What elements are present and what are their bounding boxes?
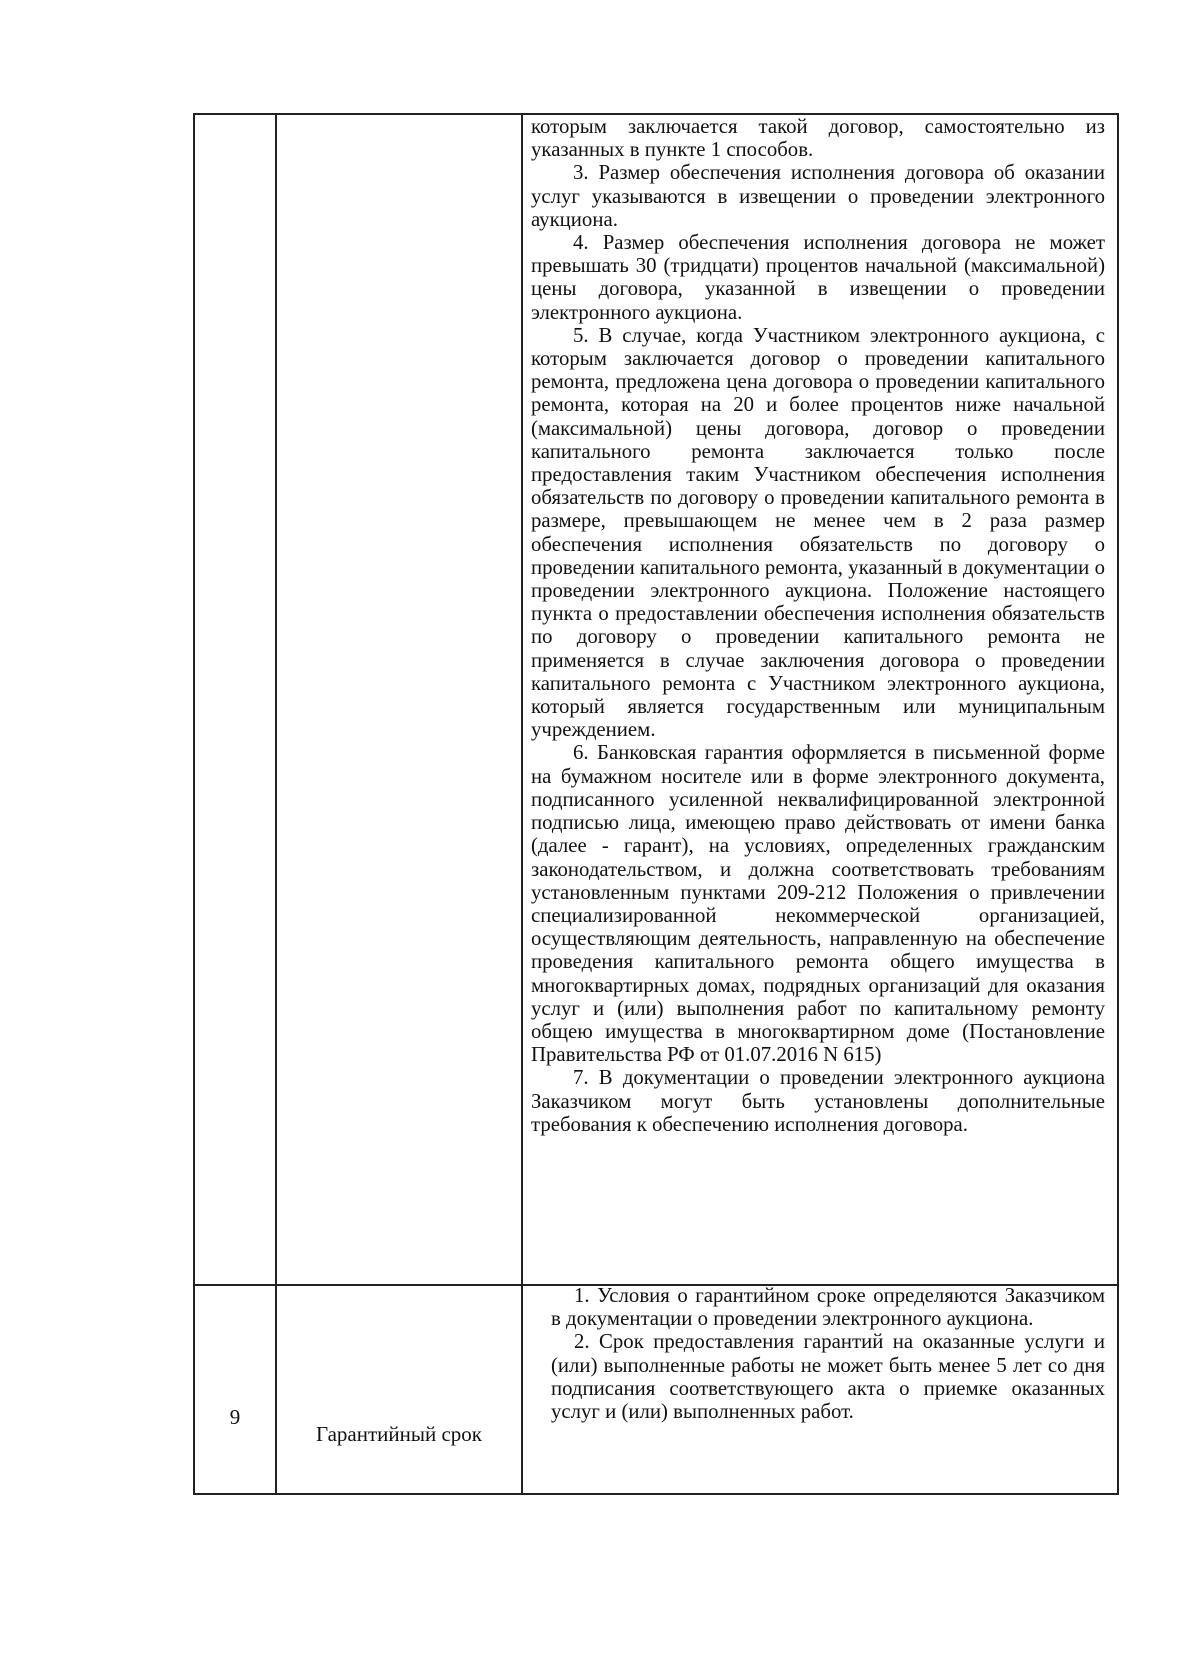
paragraph-4: 4. Размер обеспечения исполнения договора не может превышать 30 (тридцати) процентов начальной (максимальной) цены договора, указанной в извещении о проведении электронного аукциона. [531, 231, 1105, 324]
paragraph-6: 6. Банковская гарантия оформляется в письменной форме на бумажном носителе или в форме электронного документа, подписанного усиленной неквалифицированной электронной подписью лица, имеющею право действовать от имени банка (далее - гарант), на условиях, определенных гражданским законодательством, и должна соответствовать требованиям установленным пунктами 209-212 Положения о привлечении специализированной некоммерческой организацией, осуществляющим деятельность, направленную на обеспечение проведения капитального ремонта общего имущества в многоквартирных домах, подрядных организаций для оказания услуг и (или) выполнения работ по капитальному ремонту общею имущества в многоквартирном доме (Постановление Правительства РФ от 01.07.2016 N 615) [531, 741, 1105, 1067]
row-9-paragraphs [551, 1284, 1105, 1423]
paragraph-3: 3. Размер обеспечения исполнения договора об оказании услуг указываются в извещении о проведении электронного аукциона. [531, 161, 1105, 231]
warranty-paragraph-2: 2. Срок предоставления гарантий на оказанные услуги и (или) выполненные работы не может быть менее 5 лет со дня подписания соответствующего акта о приемке оказанных услуг и (или) выполненных работ. [551, 1330, 1105, 1424]
row-8-content-cell [523, 115, 1119, 1495]
warranty-paragraph-1: 1. Условия о гарантийном сроке определяются Заказчиком в документации о проведении электронного аукциона. [551, 1284, 1105, 1331]
paragraph-continuation: которым заключается такой договор, самостоятельно из указанных в пункте 1 способов. [531, 115, 1105, 162]
row-title: Гарантийный срок [315, 1422, 482, 1446]
conditions-table [193, 113, 1119, 1495]
column-divider-1 [275, 115, 277, 1495]
row-8-paragraphs [531, 115, 1105, 1136]
row-number: 9 [229, 1405, 241, 1429]
paragraph-7: 7. В документации о проведении электронного аукциона Заказчиком могут быть установлены дополнительные требования к обеспечению исполнения договора. [531, 1066, 1105, 1136]
paragraph-5: 5. В случае, когда Участником электронного аукциона, с которым заключается договор о проведении капитального ремонта, предложена цена договора о проведении капитального ремонта, которая на 20 и более процентов ниже начальной (максимальной) цены договора, договор о проведении капитального ремонта заключается только после предоставления таким Участником обеспечения исполнения обязательств по договору о проведении капитального ремонта в размере, превышающем не менее чем в 2 раза размер обеспечения исполнения обязательств по договору о проведении капитального ремонта, указанный в документации о проведении электронного аукциона. Положение настоящего пункта о предоставлении обеспечения исполнения обязательств по договору о проведении капитального ремонта не применяется в случае заключения договора о проведении капитального ремонта с Участником электронного аукциона, который является государственным или муниципальным учреждением. [531, 323, 1105, 742]
